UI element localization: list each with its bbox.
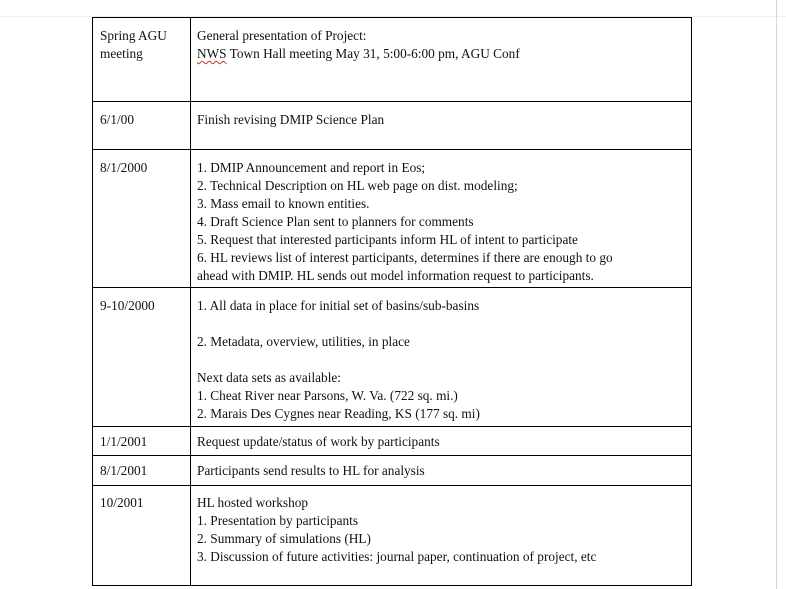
- table-row: [93, 18, 692, 102]
- description-line: [197, 45, 687, 63]
- description-cell: [191, 18, 692, 102]
- description-cell: [191, 456, 692, 486]
- table-row: [93, 456, 692, 486]
- date-cell: [93, 456, 191, 486]
- table-row: [93, 150, 692, 288]
- description-cell: [191, 486, 692, 586]
- description-line: 1. All data in place for initial set of basins/sub-basins: [197, 298, 480, 313]
- description-line: 2. Summary of simulations (HL): [197, 531, 371, 546]
- description-cell: [191, 102, 692, 150]
- date-text: 8/1/2001: [100, 463, 148, 478]
- description-line: 4. Draft Science Plan sent to planners for comments: [197, 214, 474, 229]
- date-text: 6/1/00: [100, 112, 134, 127]
- date-cell: [93, 427, 191, 456]
- table-row: [93, 102, 692, 150]
- description-line: 1. Cheat River near Parsons, W. Va. (722 sq. mi.): [197, 388, 458, 403]
- date-text: meeting: [100, 46, 143, 61]
- description-line: 2. Marais Des Cygnes near Reading, KS (177 sq. mi): [197, 406, 480, 421]
- description-cell: [191, 288, 692, 427]
- description-line: 3. Mass email to known entities.: [197, 196, 370, 211]
- date-cell: [93, 288, 191, 427]
- date-cell: [93, 18, 191, 102]
- description-line: HL hosted workshop: [197, 495, 309, 510]
- description-line: 1. DMIP Announcement and report in Eos;: [197, 160, 426, 175]
- table-row: [93, 486, 692, 586]
- blank-line: [197, 351, 687, 369]
- description-line: Next data sets as available:: [197, 370, 341, 385]
- description-line: Finish revising DMIP Science Plan: [197, 112, 385, 127]
- date-cell: [93, 486, 191, 586]
- description-line: 5. Request that interested participants inform HL of intent to participate: [197, 232, 578, 247]
- page-right-edge: [776, 0, 777, 589]
- description-cell: [191, 427, 692, 456]
- description-line: 6. HL reviews list of interest participants, determines if there are enough to go: [197, 250, 613, 265]
- date-text: Spring AGU: [100, 28, 167, 43]
- spellcheck-flagged-word: NWS: [197, 46, 227, 61]
- date-cell: [93, 150, 191, 288]
- description-line: 3. Discussion of future activities: journal paper, continuation of project, etc: [197, 549, 597, 564]
- description-line: 1. Presentation by participants: [197, 513, 359, 528]
- description-line-text: Town Hall meeting May 31, 5:00-6:00 pm, AGU Conf: [226, 46, 520, 61]
- description-line: ahead with DMIP. HL sends out model information request to participants.: [197, 268, 594, 283]
- date-text: 10/2001: [100, 495, 144, 510]
- schedule-table: [92, 17, 692, 586]
- date-cell: [93, 102, 191, 150]
- blank-line: [197, 315, 687, 333]
- date-text: 9-10/2000: [100, 298, 155, 313]
- description-line: Participants send results to HL for analysis: [197, 463, 425, 478]
- date-text: 1/1/2001: [100, 434, 148, 449]
- description-line: Request update/status of work by participants: [197, 434, 440, 449]
- table-row: [93, 288, 692, 427]
- description-line: General presentation of Project:: [197, 28, 367, 43]
- date-text: 8/1/2000: [100, 160, 148, 175]
- description-line: 2. Technical Description on HL web page on dist. modeling;: [197, 178, 518, 193]
- description-line: 2. Metadata, overview, utilities, in place: [197, 334, 410, 349]
- table-row: [93, 427, 692, 456]
- description-cell: [191, 150, 692, 288]
